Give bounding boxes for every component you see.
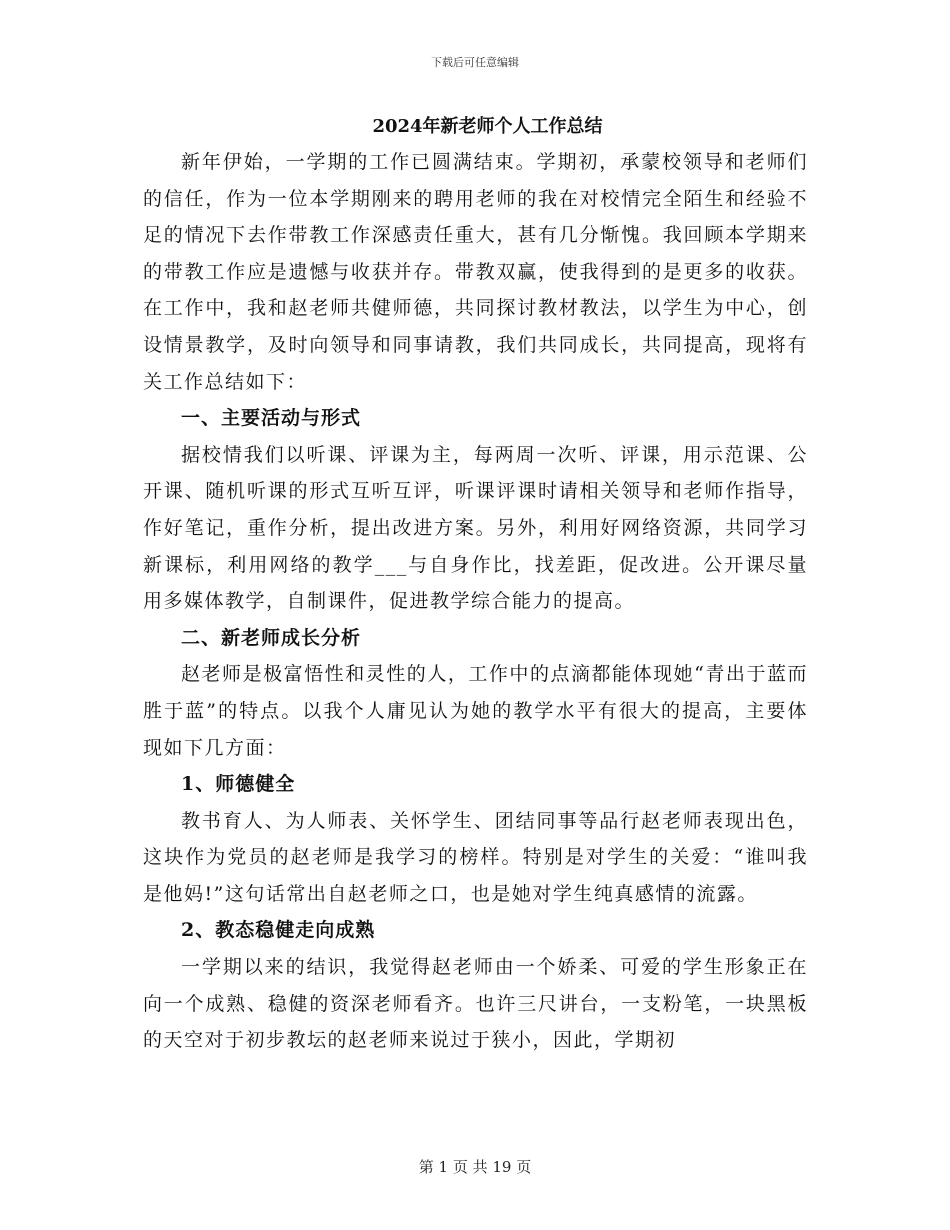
section-heading-main-activities: 一、主要活动与形式 [181,407,362,430]
paragraph-intro: 新年伊始，一学期的工作已圆满结束。学期初，承蒙校领导和老师们的信任，作为一位本学期刚来的聘用老师的我在对校情完全陌生和经验不足的情况下去作带教工作深感责任重大，甚有几分惭愧。我回顾本学期来的带教工作应是遗憾与收获并存。带教双赢，使我得到的是更多的收获。在工作中，我和赵老师共健师德，共同探讨教材教法，以学生为中心，创设情景教学，及时向领导和同事请教，我们共同成长，共同提高，现将有关工作总结如下： [143,151,808,393]
paragraph-activities: 据校情我们以听课、评课为主，每两周一次听、评课，用示范课、公开课、随机听课的形式互听互评，听课评课时请相关领导和老师作指导，作好笔记，重作分析，提出改进方案。另外，利用好网络资源，共同学习新课标，利用网络的教学___与自身作比，找差距，促改进。公开课尽量用多媒体教学，自制课件，促进教学综合能力的提高。 [143,443,808,613]
document-body [143,110,808,1059]
header-note: 下载后可任意编辑 [431,56,519,69]
page-number: 第 1 页 共 19 页 [418,1158,532,1176]
paragraph-ethics: 教书育人、为人师表、关怀学生、团结同事等品行赵老师表现出色，这块作为党员的赵老师是我学习的榜样。特别是对学生的关爱：“谁叫我是他妈!”这句话常出自赵老师之口，也是她对学生纯真感情的流露。 [143,809,808,905]
section-heading-growth-analysis: 二、新老师成长分析 [181,626,362,649]
paragraph-growth: 赵老师是极富悟性和灵性的人，工作中的点滴都能体现她“青出于蓝而胜于蓝”的特点。以我个人庸见认为她的教学水平有很大的提高，主要体现如下几方面： [143,663,808,759]
subsection-heading-ethics: 1、师德健全 [181,773,296,796]
paragraph-demeanor: 一学期以来的结识，我觉得赵老师由一个娇柔、可爱的学生形象正在向一个成熟、稳健的资深老师看齐。也许三尺讲台，一支粉笔，一块黑板的天空对于初步教坛的赵老师来说过于狭小，因此，学期初 [143,956,808,1052]
subsection-heading-demeanor: 2、教态稳健走向成熟 [181,919,376,942]
document-title: 2024年新老师个人工作总结 [372,116,603,137]
